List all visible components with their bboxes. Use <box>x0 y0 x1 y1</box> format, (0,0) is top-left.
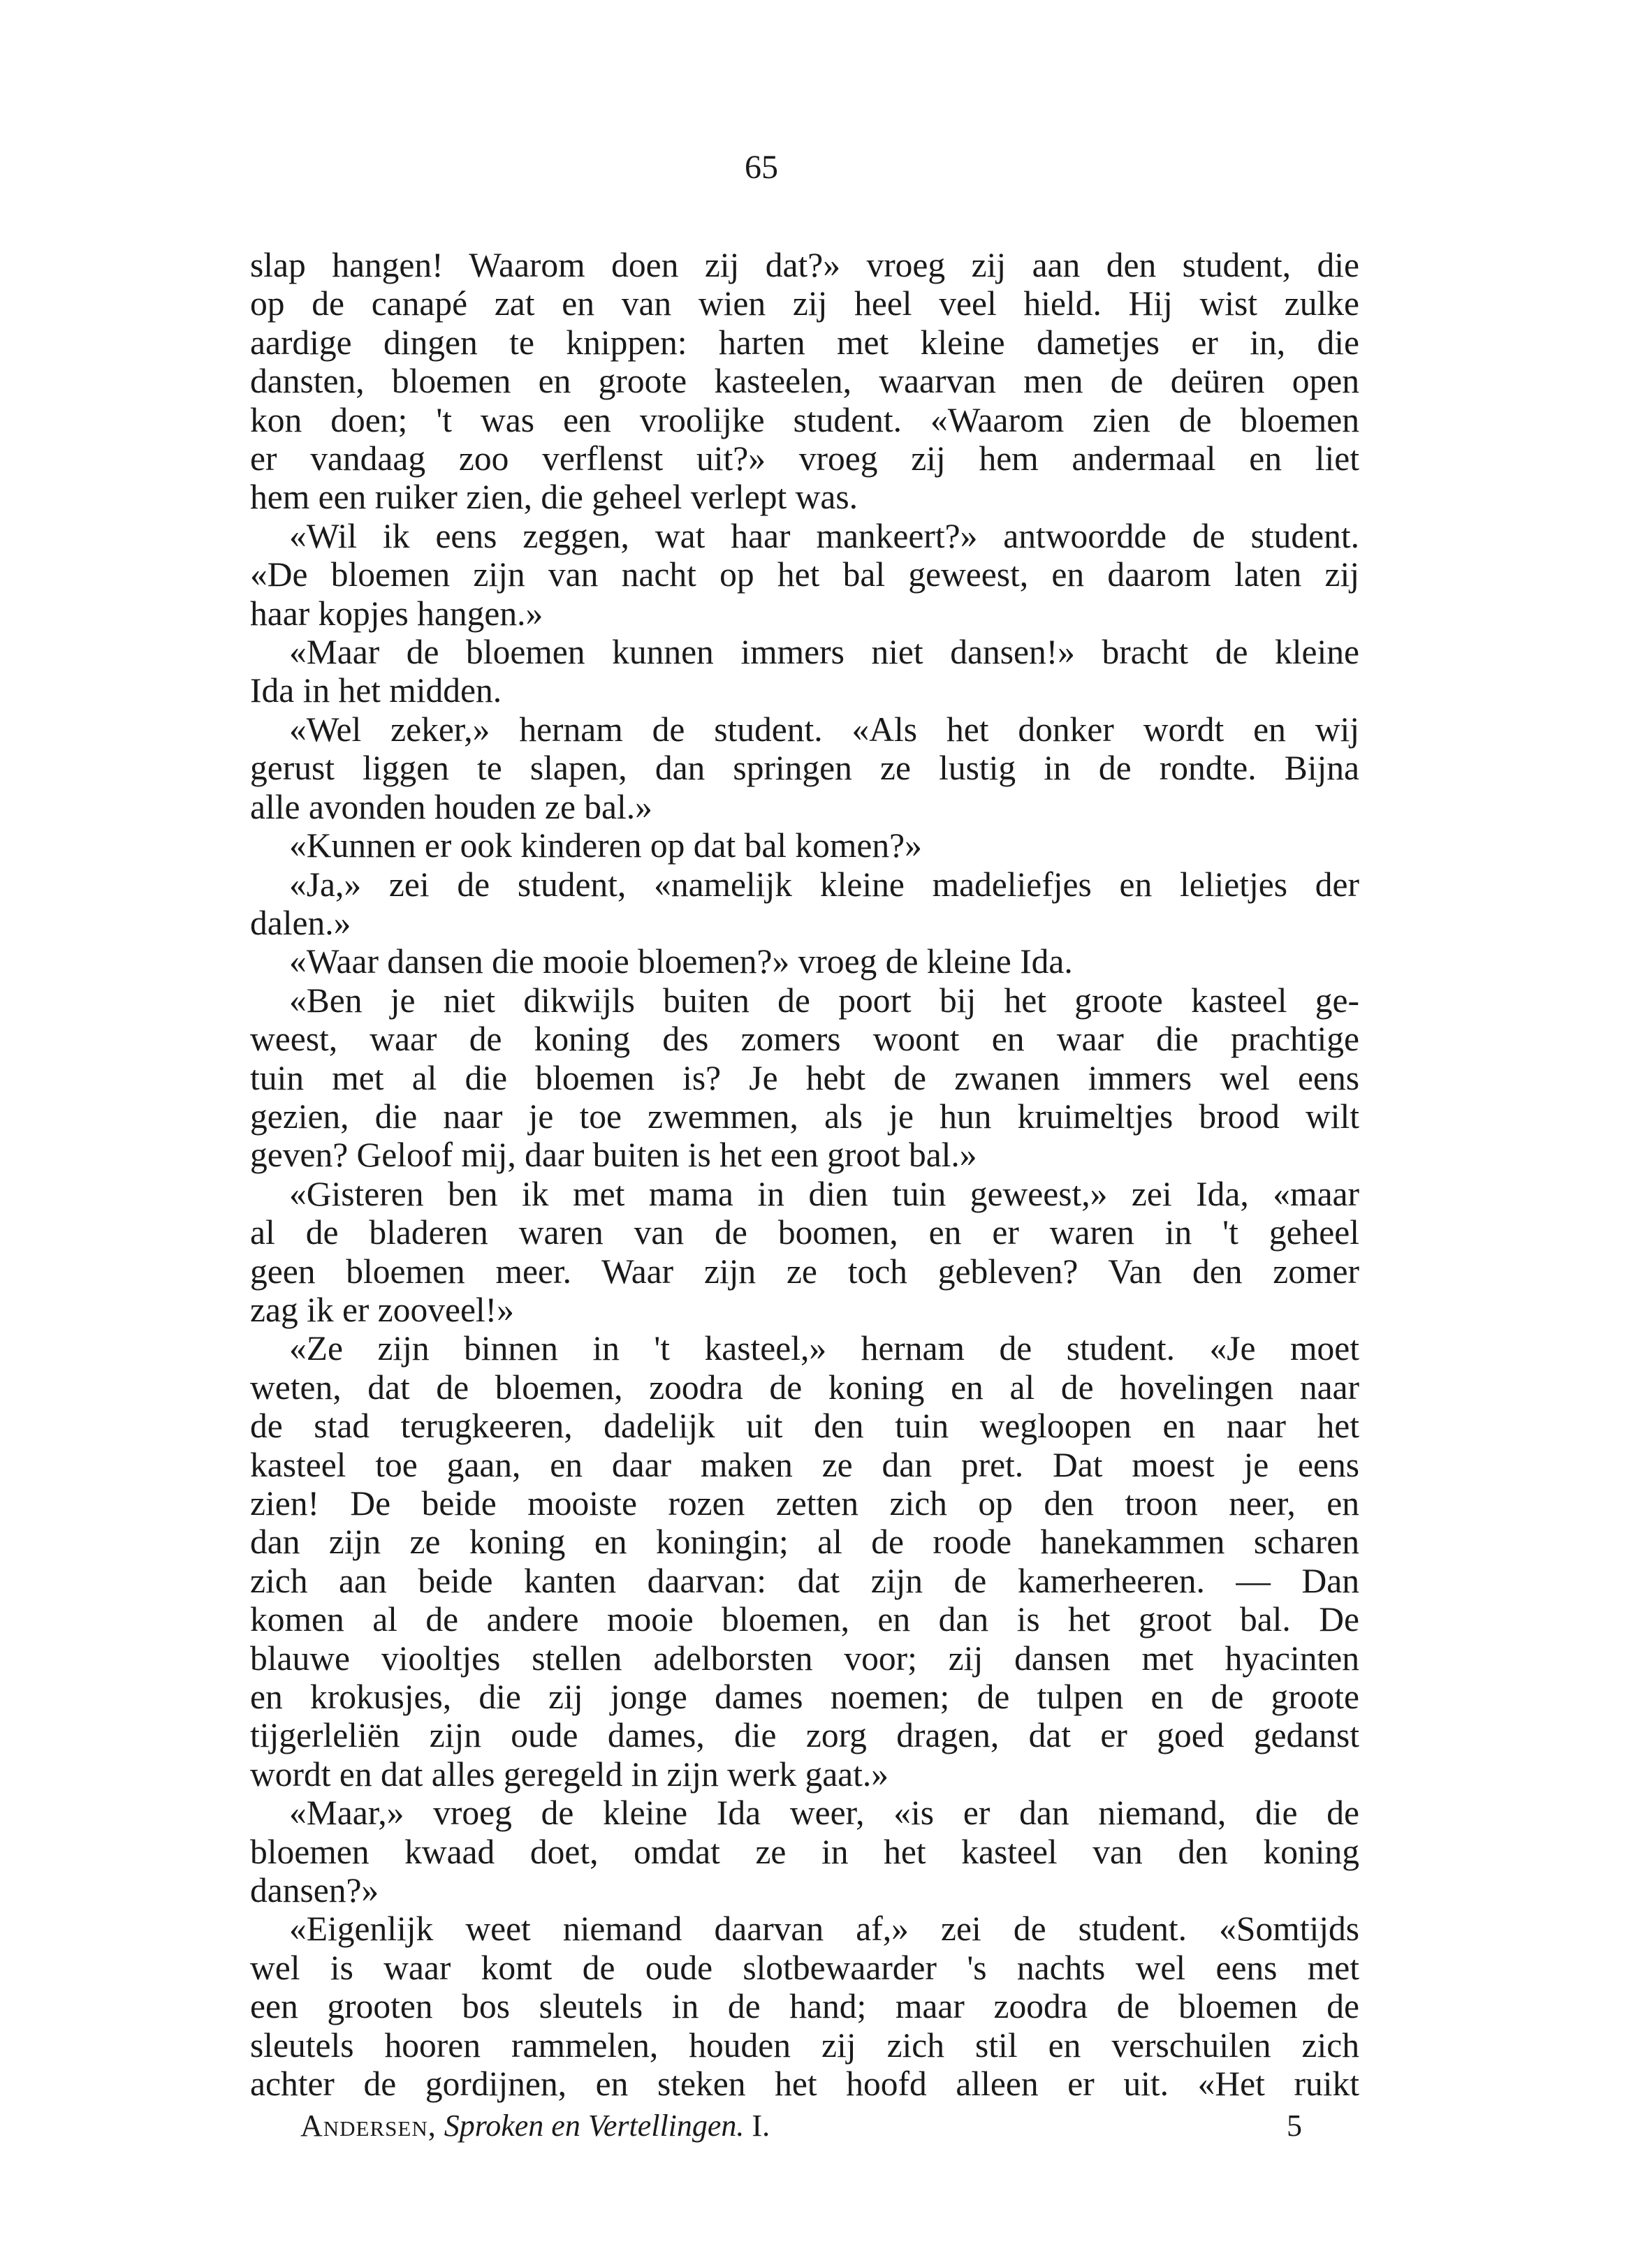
text-line: al de bladeren waren van de boomen, en er waren in 't geheel <box>250 1213 1359 1252</box>
text-line: «Maar de bloemen kunnen immers niet dansen!» bracht de kleine <box>289 633 1359 672</box>
footer-signature: 5 <box>1287 2109 1302 2143</box>
text-line: en krokusjes, die zij jonge dames noemen; de tulpen en de groote <box>250 1678 1359 1717</box>
text-line: «De bloemen zijn van nacht op het bal geweest, en daarom laten zij <box>250 555 1359 594</box>
text-line: hem een ruiker zien, die geheel verlept was. <box>250 478 858 517</box>
text-line: Ida in het midden. <box>250 671 502 710</box>
text-line: een grooten bos sleutels in de hand; maar zoodra de bloemen de <box>250 1987 1359 2026</box>
text-line: «Gisteren ben ik met mama in dien tuin geweest,» zei Ida, «maar <box>289 1174 1359 1213</box>
text-line: dalen.» <box>250 903 351 942</box>
text-line: «Ze zijn binnen in 't kasteel,» hernam de student. «Je moet <box>289 1329 1359 1368</box>
body-text <box>250 246 1359 2104</box>
text-line: dansen?» <box>250 1871 379 1910</box>
text-line: zich aan beide kanten daarvan: dat zijn de kamerheeren. — Dan <box>250 1561 1359 1600</box>
text-line: aardige dingen te knippen: harten met kleine dametjes er in, die <box>250 323 1359 362</box>
text-line: achter de gordijnen, en steken het hoofd alleen er uit. «Het ruikt <box>250 2065 1359 2104</box>
text-line: gerust liggen te slapen, dan springen ze lustig in de rondte. Bijna <box>250 749 1359 788</box>
text-line: haar kopjes hangen.» <box>250 594 543 633</box>
text-line: zien! De beide mooiste rozen zetten zich op den troon neer, en <box>250 1484 1359 1523</box>
footer-volume: I. <box>752 2109 770 2143</box>
text-line: dansten, bloemen en groote kasteelen, waarvan men de deüren open <box>250 362 1359 401</box>
text-line: kon doen; 't was een vroolijke student. «Waarom zien de bloemen <box>250 400 1359 439</box>
text-line: dan zijn ze koning en koningin; al de roode hanekammen scharen <box>250 1523 1359 1562</box>
page-number: 65 <box>745 149 778 186</box>
text-line: op de canapé zat en van wien zij heel veel hield. Hij wist zulke <box>250 284 1359 323</box>
text-line: de stad terugkeeren, dadelijk uit den tuin wegloopen en naar het <box>250 1407 1359 1446</box>
text-line: tuin met al die bloemen is? Je hebt de zwanen immers wel eens <box>250 1058 1359 1097</box>
text-line: sleutels hooren rammelen, houden zij zich stil en verschuilen zich <box>250 2025 1359 2065</box>
text-line: bloemen kwaad doet, omdat ze in het kasteel van den koning <box>250 1832 1359 1871</box>
text-line: gezien, die naar je toe zwemmen, als je hun kruimeltjes brood wilt <box>250 1097 1359 1136</box>
text-line: «Maar,» vroeg de kleine Ida weer, «is er dan niemand, die de <box>289 1794 1359 1833</box>
text-line: wordt en dat alles geregeld in zijn werk gaat.» <box>250 1754 889 1794</box>
text-line: weest, waar de koning des zomers woont en waar die prachtige <box>250 1020 1359 1059</box>
text-line: kasteel toe gaan, en daar maken ze dan pret. Dat moest je eens <box>250 1445 1359 1484</box>
footer-author: Andersen, <box>300 2109 437 2143</box>
text-line: wel is waar komt de oude slotbewaarder 's nachts wel eens met <box>250 1948 1359 1987</box>
text-line: slap hangen! Waarom doen zij dat?» vroeg zij aan den student, die <box>250 246 1359 284</box>
page-footer <box>300 2108 1327 2143</box>
text-line: er vandaag zoo verflenst uit?» vroeg zij hem andermaal en liet <box>250 439 1359 478</box>
text-line: «Wel zeker,» hernam de student. «Als het donker wordt en wij <box>289 710 1359 749</box>
text-line: «Kunnen er ook kinderen op dat bal komen?» <box>289 826 922 865</box>
text-line: zag ik er zooveel!» <box>250 1290 514 1329</box>
text-line: «Wil ik eens zeggen, wat haar mankeert?» antwoordde de student. <box>289 516 1359 555</box>
text-line: geven? Geloof mij, daar buiten is het een groot bal.» <box>250 1136 977 1175</box>
text-line: «Eigenlijk weet niemand daarvan af,» zei de student. «Somtijds <box>289 1910 1359 1949</box>
text-line: blauwe viooltjes stellen adelborsten voor; zij dansen met hyacinten <box>250 1639 1359 1678</box>
text-line: «Ben je niet dikwijls buiten de poort bij het groote kasteel ge- <box>289 981 1359 1020</box>
footer-title: Sproken en Vertellingen. <box>444 2109 745 2143</box>
text-line: «Ja,» zei de student, «namelijk kleine madeliefjes en lelietjes der <box>289 865 1359 904</box>
text-line: alle avonden houden ze bal.» <box>250 787 652 826</box>
text-line: komen al de andere mooie bloemen, en dan is het groot bal. De <box>250 1600 1359 1639</box>
text-line: geen bloemen meer. Waar zijn ze toch gebleven? Van den zomer <box>250 1252 1359 1291</box>
text-line: «Waar dansen die mooie bloemen?» vroeg de kleine Ida. <box>289 942 1073 981</box>
text-line: weten, dat de bloemen, zoodra de koning en al de hovelingen naar <box>250 1368 1359 1407</box>
text-line: tijgerleliën zijn oude dames, die zorg dragen, dat er goed gedanst <box>250 1716 1359 1755</box>
